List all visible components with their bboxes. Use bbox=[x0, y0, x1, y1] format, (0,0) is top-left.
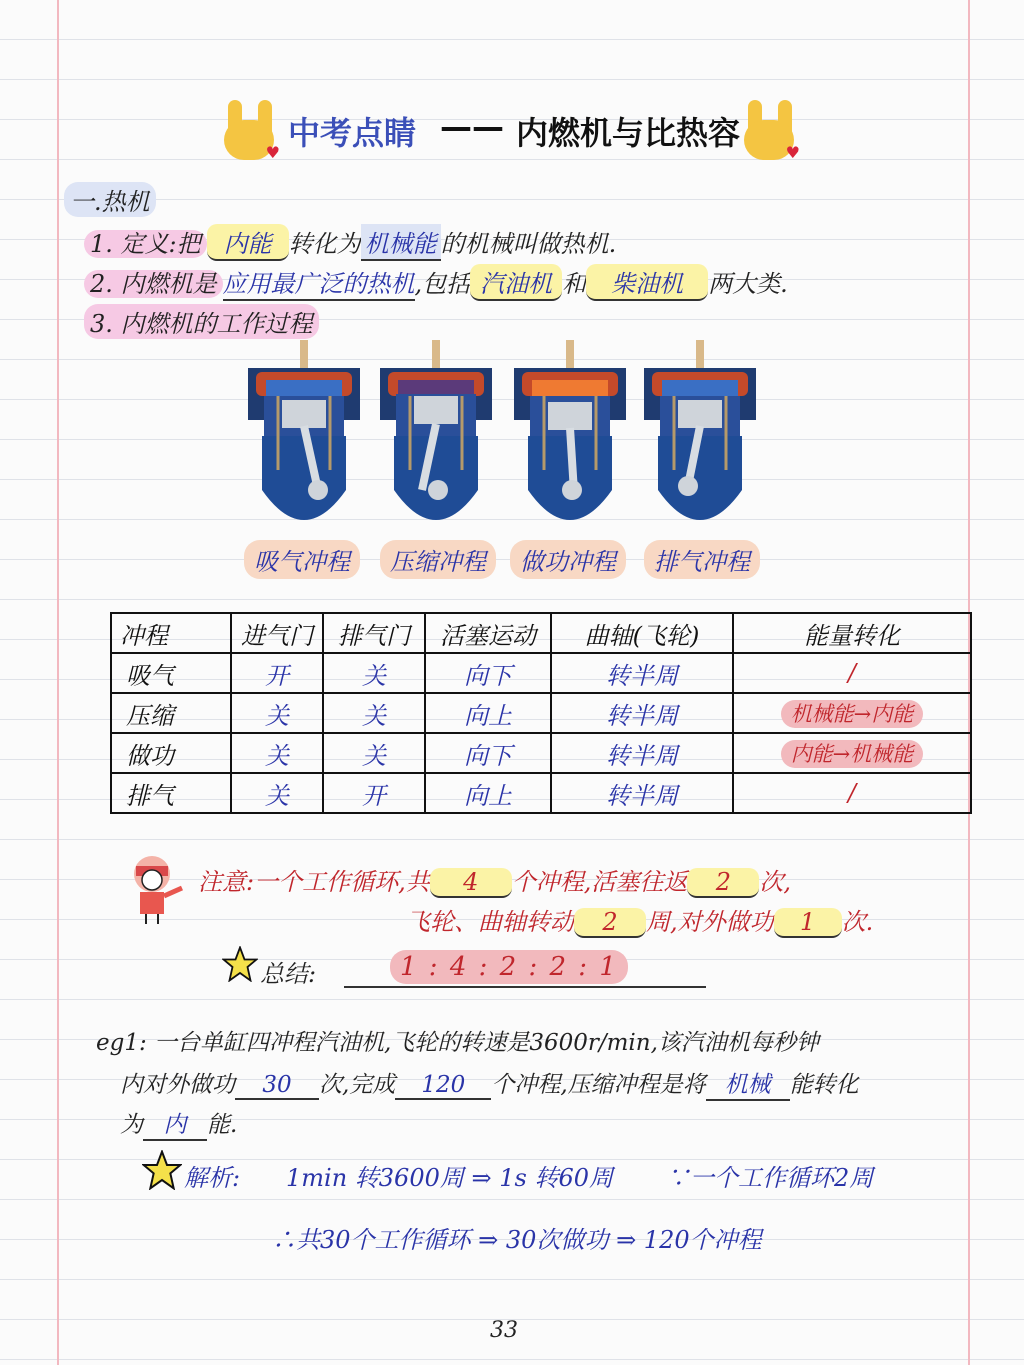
star-icon bbox=[142, 1150, 182, 1190]
table-cell: 吸气 bbox=[111, 653, 231, 693]
title-main: 中考点睛 bbox=[288, 114, 417, 152]
table-cell: 压缩 bbox=[111, 693, 231, 733]
girl-icon bbox=[128, 852, 184, 924]
note-blank-4: 1 bbox=[774, 908, 842, 938]
stroke-label-power: 做功冲程 bbox=[510, 540, 626, 579]
ice-blank-2: 汽油机 bbox=[470, 264, 562, 301]
table-header: 冲程 bbox=[111, 613, 231, 653]
example-blank-4: 内 bbox=[143, 1106, 207, 1141]
table-cell: 关 bbox=[323, 733, 425, 773]
table-row bbox=[111, 653, 971, 693]
title-dash: —— bbox=[440, 108, 504, 146]
example-line-3 bbox=[120, 1106, 237, 1141]
table-row bbox=[111, 733, 971, 773]
note-line1-prefix: 注意:一个工作循环,共 bbox=[198, 868, 430, 896]
analysis-line-1b: ∵一个工作循环2周 bbox=[666, 1164, 874, 1192]
analysis-line-2: ∴共30个工作循环 ⇒ 30次做功 ⇒ 120个冲程 bbox=[272, 1226, 762, 1254]
table-header: 进气门 bbox=[231, 613, 323, 653]
table-cell: 向下 bbox=[425, 653, 551, 693]
table-header: 活塞运动 bbox=[425, 613, 551, 653]
table-cell: 关 bbox=[231, 693, 323, 733]
example-line2-mid1: 次,完成 bbox=[319, 1072, 396, 1098]
table-header-row bbox=[111, 613, 971, 653]
table-cell: 做功 bbox=[111, 733, 231, 773]
ice-prefix: 2. 内燃机是 bbox=[84, 270, 223, 298]
note-line1-suffix: 次, bbox=[759, 868, 791, 896]
engine-power-diagram bbox=[514, 340, 626, 540]
table-header: 曲轴(飞轮) bbox=[551, 613, 733, 653]
definition-blank-2: 机械能 bbox=[361, 224, 441, 261]
table-cell: 转半周 bbox=[551, 693, 733, 733]
table-cell: 关 bbox=[323, 653, 425, 693]
table-cell: 关 bbox=[323, 693, 425, 733]
definition-prefix: 1. 定义:把 bbox=[84, 230, 207, 258]
table-cell: 向上 bbox=[425, 693, 551, 733]
engine-exhaust-diagram bbox=[644, 340, 756, 540]
example-line-2 bbox=[120, 1066, 859, 1101]
table-row bbox=[111, 693, 971, 733]
note-line-2 bbox=[406, 902, 873, 938]
definition-line bbox=[84, 224, 616, 261]
title-banner bbox=[0, 100, 1024, 170]
ice-blank-3: 柴油机 bbox=[586, 264, 708, 301]
note-line1-mid: 个冲程,活塞往返 bbox=[511, 868, 688, 896]
table-cell bbox=[733, 733, 971, 773]
stroke-label-compression: 压缩冲程 bbox=[380, 540, 496, 579]
example-line3-suffix: 能. bbox=[207, 1112, 238, 1138]
analysis-line-1a: 1min 转3600周 ⇒ 1s 转60周 bbox=[286, 1164, 613, 1192]
example-line2-prefix: 内对外做功 bbox=[120, 1072, 235, 1098]
table-cell: 转半周 bbox=[551, 733, 733, 773]
example-line2-mid2: 个冲程,压缩冲程是将 bbox=[491, 1072, 706, 1098]
stroke-label-exhaust: 排气冲程 bbox=[644, 540, 760, 579]
engine-compression-diagram bbox=[380, 340, 492, 540]
definition-blank-1: 内能 bbox=[207, 224, 289, 261]
table-cell: 排气 bbox=[111, 773, 231, 813]
ice-and: 和 bbox=[562, 270, 587, 298]
table-cell: 向上 bbox=[425, 773, 551, 813]
note-line2-prefix: 飞轮、曲轴转动 bbox=[406, 908, 574, 936]
table-cell: 关 bbox=[231, 733, 323, 773]
ice-blank-1: 应用最广泛的热机 bbox=[223, 264, 415, 301]
energy-label: 机械能→内能 bbox=[781, 700, 924, 728]
stroke-label-intake: 吸气冲程 bbox=[244, 540, 360, 579]
ice-line bbox=[84, 264, 788, 301]
table-header: 能量转化 bbox=[733, 613, 971, 653]
bunny-icon: ♥ bbox=[218, 100, 282, 164]
note-blank-2: 2 bbox=[687, 868, 759, 898]
example-blank-3: 机械 bbox=[706, 1066, 790, 1101]
note-blank-3: 2 bbox=[574, 908, 646, 938]
note-line2-mid: 周,对外做功 bbox=[646, 908, 774, 936]
energy-label: 内能→机械能 bbox=[781, 740, 924, 768]
table-header: 排气门 bbox=[323, 613, 425, 653]
table-cell bbox=[733, 693, 971, 733]
example-line3-prefix: 为 bbox=[120, 1112, 143, 1138]
example-line2-suffix: 能转化 bbox=[789, 1072, 859, 1098]
summary-label: 总结: bbox=[260, 960, 317, 988]
note-blank-1: 4 bbox=[430, 868, 512, 898]
ice-suffix: 两大类. bbox=[708, 270, 788, 298]
note-line-1 bbox=[198, 862, 791, 898]
bunny-icon: ♥ bbox=[738, 100, 802, 164]
example-line-1: eg1: 一台单缸四冲程汽油机,飞轮的转速是3600r/min,该汽油机每秒钟 bbox=[96, 1030, 819, 1056]
definition-suffix: 的机械叫做热机. bbox=[440, 230, 617, 258]
table-cell: 转半周 bbox=[551, 773, 733, 813]
ice-mid: ,包括 bbox=[414, 270, 471, 298]
page-number: 33 bbox=[490, 1318, 518, 1343]
table-cell: / bbox=[733, 653, 971, 693]
definition-mid: 转化为 bbox=[288, 230, 361, 258]
section-heading: 一.热机 bbox=[64, 182, 156, 217]
table-row bbox=[111, 773, 971, 813]
analysis-label: 解析: bbox=[184, 1164, 241, 1192]
table-cell: 开 bbox=[323, 773, 425, 813]
star-icon bbox=[222, 946, 258, 982]
summary-value: 1 : 4 : 2 : 2 : 1 bbox=[390, 950, 628, 984]
example-blank-1: 30 bbox=[235, 1072, 319, 1100]
summary-blank bbox=[344, 948, 706, 988]
title-sub: 内燃机与比热容 bbox=[516, 114, 741, 152]
note-line2-suffix: 次. bbox=[841, 908, 874, 936]
table-cell: 开 bbox=[231, 653, 323, 693]
table-cell: / bbox=[733, 773, 971, 813]
engine-intake-diagram bbox=[248, 340, 360, 540]
stroke-table bbox=[110, 612, 972, 814]
table-cell: 向下 bbox=[425, 733, 551, 773]
table-cell: 转半周 bbox=[551, 653, 733, 693]
example-blank-2: 120 bbox=[395, 1072, 491, 1100]
process-heading: 3. 内燃机的工作过程 bbox=[84, 304, 319, 339]
table-cell: 关 bbox=[231, 773, 323, 813]
